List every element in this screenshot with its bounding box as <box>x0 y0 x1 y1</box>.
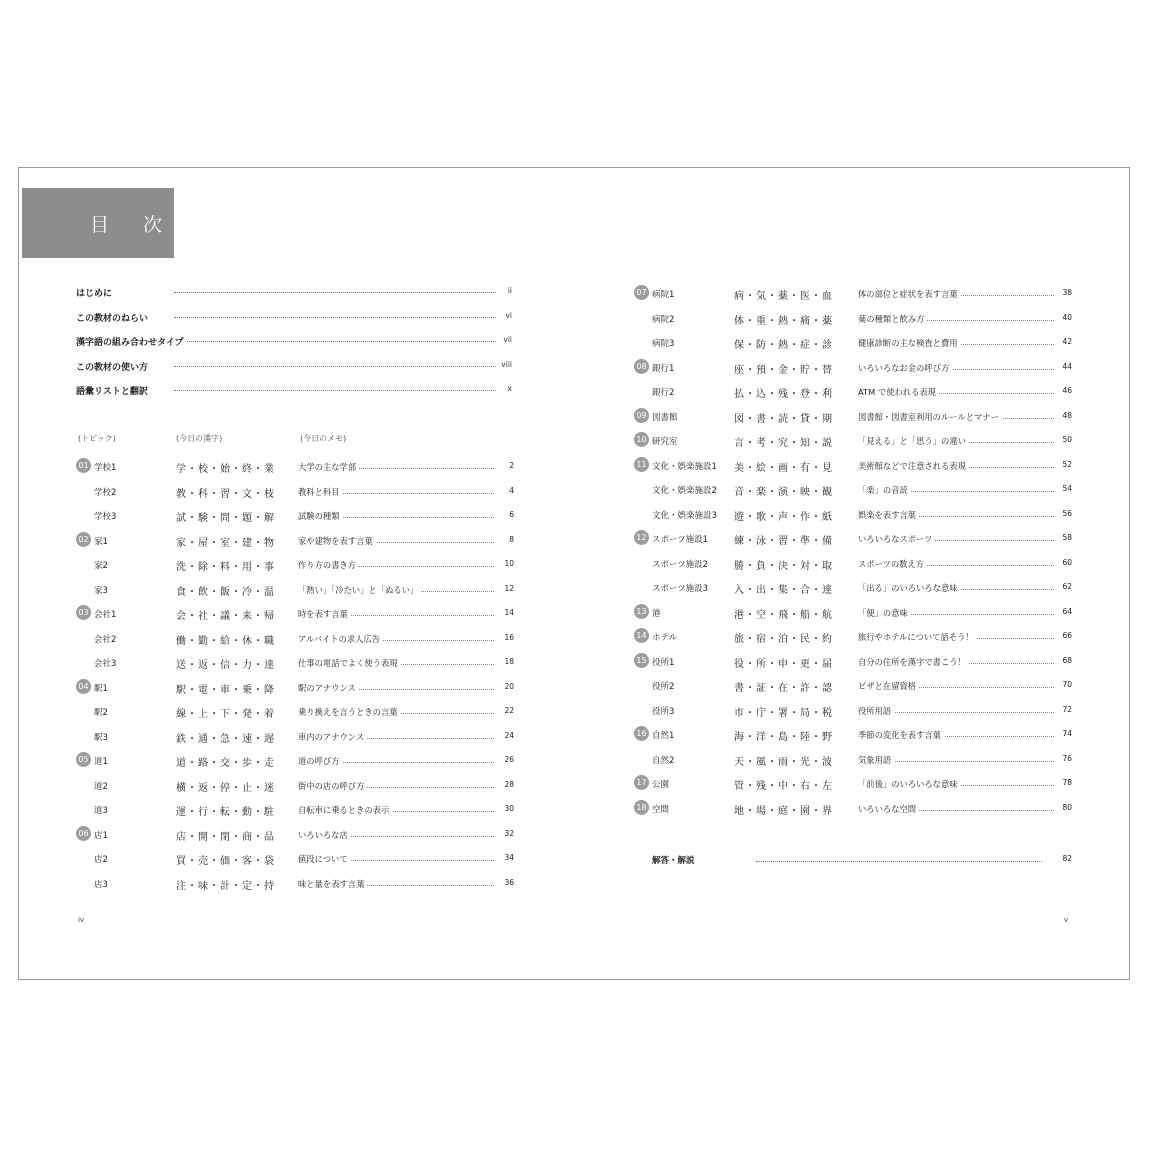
lesson-number-badge: 05 <box>76 752 91 767</box>
page-number: 66 <box>1062 631 1072 640</box>
lesson-number-badge: 14 <box>634 628 649 643</box>
front-matter-page: vi <box>505 310 512 320</box>
kanji-list: 教・科・習・文・枝 <box>176 488 275 500</box>
toc-row[interactable] <box>76 553 516 578</box>
memo-label: 美術館などで注意される表現 <box>858 460 969 472</box>
lesson-number-badge: 15 <box>634 653 649 668</box>
page-number: 78 <box>1062 778 1072 787</box>
lesson-number-badge: 13 <box>634 604 649 619</box>
lesson-number-badge: 10 <box>634 432 649 447</box>
page-number: 26 <box>504 755 514 764</box>
front-matter-list <box>76 280 516 403</box>
topic-label: スポーツ施設2 <box>652 559 709 570</box>
kanji-list: 市・庁・署・局・税 <box>734 707 833 719</box>
lesson-number-badge: 07 <box>634 285 649 300</box>
toc-row[interactable] <box>634 331 1074 356</box>
front-matter-item[interactable] <box>76 378 516 403</box>
front-matter-page: vii <box>503 335 512 344</box>
memo-label: いろいろなスポーツ <box>858 533 935 545</box>
toc-row[interactable] <box>634 723 1074 748</box>
topic-label: 文化・娯楽施設3 <box>652 510 717 521</box>
topic-label: 公園 <box>652 780 670 790</box>
memo-label: 駅のアナウンス <box>298 682 359 694</box>
toc-row[interactable] <box>76 725 516 750</box>
kanji-list: 地・場・庭・園・界 <box>734 805 833 817</box>
kanji-list: 学・校・始・終・業 <box>176 464 275 475</box>
lesson-number-badge: 06 <box>76 826 91 841</box>
page-number: 10 <box>504 559 514 568</box>
kanji-list: 買・売・価・客・袋 <box>176 856 275 867</box>
page-number: 80 <box>1062 802 1072 812</box>
toc-row[interactable] <box>634 625 1074 650</box>
page-number: 24 <box>504 730 514 740</box>
kanji-list: 言・考・究・知・説 <box>734 438 833 449</box>
memo-label: 車内のアナウンス <box>298 731 367 743</box>
memo-label: 道の呼び方 <box>298 755 343 767</box>
kanji-list: 美・絵・画・有・見 <box>734 462 833 474</box>
toc-row[interactable] <box>76 847 516 872</box>
toc-row[interactable] <box>634 748 1074 773</box>
memo-label: いろいろなお金の呼び方 <box>858 362 952 374</box>
memo-label: いろいろな空間 <box>858 803 919 815</box>
leader-dots <box>174 341 496 342</box>
topic-label: 役所1 <box>652 657 675 668</box>
toc-row[interactable] <box>634 356 1074 381</box>
kanji-list: 港・空・飛・船・航 <box>734 609 833 621</box>
memo-label: 健康診断の主な検査と費用 <box>858 337 961 349</box>
toc-row[interactable] <box>76 504 516 529</box>
memo-label: 値段について <box>298 853 351 865</box>
kanji-list: 入・出・集・合・達 <box>734 585 833 596</box>
kanji-list: 図・書・読・貸・期 <box>734 413 833 425</box>
page-number: 44 <box>1062 361 1072 371</box>
leader-dots <box>174 390 496 391</box>
leader-dots <box>174 366 496 367</box>
topic-label: 役所3 <box>652 706 675 717</box>
leader-dots <box>174 317 496 318</box>
topic-label: 自然1 <box>652 731 675 741</box>
leader-dots <box>174 292 496 293</box>
toc-row[interactable] <box>76 700 516 725</box>
toc-row[interactable] <box>634 405 1074 430</box>
memo-label: 「楽」の音読 <box>858 484 911 496</box>
page-number: 30 <box>504 804 514 813</box>
kanji-list: 勝・負・決・対・取 <box>734 560 833 572</box>
toc-row[interactable] <box>76 602 516 627</box>
memo-label: 「前後」のいろいろな意味 <box>858 778 961 790</box>
toc-row[interactable] <box>76 774 516 799</box>
answer-key-item[interactable] <box>652 850 1072 870</box>
page-number: 40 <box>1062 312 1072 322</box>
toc-row[interactable] <box>634 478 1074 503</box>
kanji-list: 横・返・停・止・迷 <box>176 782 275 794</box>
folio-right: v <box>1064 916 1069 924</box>
topic-label: 会社2 <box>94 634 117 645</box>
kanji-list: 駅・電・車・乗・降 <box>176 684 275 696</box>
kanji-column-header: (今日の漢字) <box>176 434 223 443</box>
memo-label: 時を表す言葉 <box>298 608 351 620</box>
kanji-list: 注・味・計・定・持 <box>176 880 275 892</box>
kanji-list: 道・路・交・歩・走 <box>176 758 275 769</box>
front-matter-page: x <box>507 384 512 393</box>
memo-label: 体の部位と症状を表す言葉 <box>858 288 961 300</box>
front-matter-item[interactable] <box>76 354 516 379</box>
memo-label: 試験の種類 <box>298 510 343 522</box>
page-number: 20 <box>504 681 514 691</box>
toc-row[interactable] <box>634 282 1074 307</box>
page-number: 52 <box>1062 459 1072 469</box>
topic-label: 自然2 <box>652 755 675 766</box>
topic-label: 駅3 <box>94 732 108 743</box>
toc-row[interactable] <box>634 527 1074 552</box>
memo-label: 作り方の書き方 <box>298 559 359 571</box>
topic-label: 駅1 <box>94 683 108 694</box>
kanji-list: 食・飲・飯・冷・温 <box>176 586 275 598</box>
front-matter-page: viii <box>501 359 512 369</box>
memo-column-header: (今日のメモ) <box>300 434 347 443</box>
page-number: 58 <box>1062 533 1072 542</box>
toc-row[interactable] <box>76 749 516 774</box>
kanji-list: 店・開・閉・商・品 <box>176 831 275 843</box>
page-number: 62 <box>1062 582 1072 591</box>
topic-label: 店2 <box>94 855 108 865</box>
toc-row[interactable] <box>76 455 516 480</box>
topic-label: 学校3 <box>94 512 117 522</box>
toc-row[interactable] <box>634 429 1074 454</box>
topic-column-header: (トピック) <box>78 434 116 443</box>
topic-label: 駅2 <box>94 708 108 718</box>
memo-label: 気象用語 <box>858 754 894 766</box>
toc-row[interactable] <box>634 650 1074 675</box>
topic-label: 役所2 <box>652 682 675 692</box>
toc-row[interactable] <box>634 601 1074 626</box>
page-title: 目 次 <box>90 214 177 236</box>
memo-label: 薬の種類と飲み方 <box>858 313 927 325</box>
toc-row[interactable] <box>634 576 1074 601</box>
toc-row[interactable] <box>634 503 1074 528</box>
kanji-list: 家・屋・室・建・物 <box>176 537 275 549</box>
memo-label: ATM で使われる表現 <box>858 386 939 398</box>
kanji-list: 海・洋・島・陸・野 <box>734 732 833 743</box>
page-number: 18 <box>504 657 514 666</box>
memo-label: 街中の店の呼び方 <box>298 780 367 792</box>
page-number: 22 <box>504 706 514 715</box>
kanji-list: 送・返・信・力・達 <box>176 660 275 671</box>
page-number: 6 <box>509 510 514 519</box>
leader-dots <box>756 861 1042 862</box>
page-number: 50 <box>1062 435 1072 444</box>
toc-row[interactable] <box>76 627 516 652</box>
memo-label: 旅行やホテルについて話そう！ <box>858 631 977 643</box>
kanji-list: 役・所・申・更・届 <box>734 658 833 670</box>
toc-row[interactable] <box>76 676 516 701</box>
memo-label: いろいろな店 <box>298 829 351 841</box>
kanji-list: 管・残・中・右・左 <box>734 781 833 792</box>
folio-left: iv <box>78 916 85 924</box>
toc-row[interactable] <box>634 307 1074 332</box>
kanji-list: 鉄・通・急・速・遅 <box>176 733 275 745</box>
topic-label: 店3 <box>94 879 108 890</box>
page-number: 28 <box>504 779 514 789</box>
toc-row[interactable] <box>76 578 516 603</box>
memo-label: 「出る」のいろいろな意味 <box>858 582 961 594</box>
toc-row[interactable] <box>634 380 1074 405</box>
memo-label: 「熱い」「冷たい」と「ぬるい」 <box>298 584 421 596</box>
page-number: 16 <box>504 632 514 642</box>
memo-label: 季節の変化を表す言葉 <box>858 729 944 741</box>
front-matter-label: 漢字語の組み合わせタイプ <box>76 335 187 348</box>
page-number: 54 <box>1062 484 1072 493</box>
kanji-list: 洗・除・料・用・事 <box>176 562 275 573</box>
lesson-number-badge: 16 <box>634 726 649 741</box>
topic-label: 家1 <box>94 536 108 547</box>
memo-label: 仕事の電話でよく使う表現 <box>298 657 401 669</box>
topic-label: 家2 <box>94 561 108 571</box>
front-matter-item[interactable] <box>76 329 516 354</box>
memo-label: 教科と科目 <box>298 486 343 498</box>
topic-label: 家3 <box>94 585 108 596</box>
memo-label: 「便」の意味 <box>858 607 911 619</box>
page-number: 32 <box>504 828 514 838</box>
lesson-number-badge: 04 <box>76 679 91 694</box>
lesson-number-badge: 03 <box>76 605 91 620</box>
topic-label: スポーツ施設1 <box>652 535 709 545</box>
memo-label: 娯楽を表す言葉 <box>858 509 919 521</box>
lesson-number-badge: 08 <box>634 359 649 374</box>
lesson-number-badge: 01 <box>76 458 91 473</box>
toc-row[interactable] <box>76 480 516 505</box>
front-matter-label: はじめに <box>76 286 115 299</box>
page-number: 12 <box>504 583 514 593</box>
toc-row[interactable] <box>634 699 1074 724</box>
topic-label: 銀行2 <box>652 388 675 398</box>
topic-label: 文化・娯楽施設1 <box>652 461 717 472</box>
memo-label: 役所用語 <box>858 705 894 717</box>
lesson-number-badge: 11 <box>634 457 649 472</box>
kanji-list: 旅・宿・泊・民・約 <box>734 634 833 645</box>
kanji-list: 体・重・熱・痛・薬 <box>734 315 833 327</box>
toc-row[interactable] <box>76 798 516 823</box>
topic-label: 病院2 <box>652 314 675 325</box>
memo-label: 大学の主な学部 <box>298 461 359 473</box>
toc-row[interactable] <box>76 651 516 676</box>
page-number: 36 <box>504 877 514 887</box>
kanji-list: 座・預・金・貯・替 <box>734 364 833 376</box>
memo-label: 乗り換えを言うときの言葉 <box>298 706 401 718</box>
topic-label: 文化・娯楽施設2 <box>652 486 717 496</box>
topic-label: 港 <box>652 608 661 619</box>
kanji-list: 天・風・雨・光・波 <box>734 756 833 768</box>
kanji-list: 働・勤・給・休・職 <box>176 635 275 647</box>
page-number: 76 <box>1062 753 1072 763</box>
right-toc-rows <box>634 282 1074 821</box>
page-number: 70 <box>1062 680 1072 689</box>
page-number: 8 <box>509 534 514 544</box>
toc-row[interactable] <box>634 552 1074 577</box>
page-number: 34 <box>504 853 514 862</box>
kanji-list: 保・防・熱・症・診 <box>734 340 833 351</box>
topic-label: 学校1 <box>94 463 117 473</box>
topic-label: 会社3 <box>94 659 117 669</box>
lesson-number-badge: 02 <box>76 532 91 547</box>
lesson-number-badge: 18 <box>634 800 649 815</box>
page-number: 42 <box>1062 337 1072 346</box>
page-number: 74 <box>1062 729 1072 738</box>
kanji-list: 練・泳・習・準・備 <box>734 536 833 547</box>
kanji-list: 会・社・議・来・帰 <box>176 611 275 622</box>
topic-label: スポーツ施設3 <box>652 584 709 594</box>
topic-label: 店1 <box>94 830 108 841</box>
topic-label: 会社1 <box>94 610 117 620</box>
answer-key-label: 解答・解説 <box>652 856 695 866</box>
page-number: 48 <box>1062 410 1072 420</box>
kanji-list: 書・証・在・許・認 <box>734 683 833 694</box>
memo-label: 家や建物を表す言葉 <box>298 535 376 547</box>
page-number: 14 <box>504 608 514 617</box>
kanji-list: 運・行・転・動・駐 <box>176 807 275 818</box>
memo-label: 味と量を表す言葉 <box>298 878 367 890</box>
front-matter-label: 語彙リストと翻訳 <box>76 384 151 397</box>
answer-key-page: 82 <box>1062 854 1072 863</box>
page-number: 72 <box>1062 704 1072 714</box>
toc-row[interactable] <box>634 454 1074 479</box>
kanji-list: 試・験・問・題・解 <box>176 513 275 524</box>
topic-label: 道1 <box>94 757 108 767</box>
memo-label: 自転車に乗るときの表示 <box>298 804 392 816</box>
memo-label: スポーツの数え方 <box>858 558 927 570</box>
topic-label: 病院1 <box>652 290 675 300</box>
page-number: 64 <box>1062 606 1072 616</box>
kanji-list: 払・込・残・登・利 <box>734 389 833 400</box>
topic-label: 銀行1 <box>652 363 675 374</box>
memo-label: 図書館・図書室利用のルールとマナー <box>858 411 1002 423</box>
page-number: 2 <box>509 461 514 470</box>
toc-row[interactable] <box>634 772 1074 797</box>
kanji-list: 線・上・下・発・着 <box>176 709 275 720</box>
front-matter-item[interactable] <box>76 305 516 330</box>
toc-row[interactable] <box>76 872 516 897</box>
page-number: 68 <box>1062 655 1072 665</box>
left-toc-rows <box>76 455 516 896</box>
front-matter-label: この教材のねらい <box>76 311 151 324</box>
page-number: 46 <box>1062 386 1072 395</box>
topic-label: 病院3 <box>652 339 675 349</box>
lesson-number-badge: 12 <box>634 530 649 545</box>
lesson-number-badge: 17 <box>634 775 649 790</box>
lesson-number-badge: 09 <box>634 408 649 423</box>
toc-row[interactable] <box>634 797 1074 822</box>
front-matter-page: ii <box>507 286 512 295</box>
topic-label: 道2 <box>94 781 108 792</box>
kanji-list: 病・気・薬・医・血 <box>734 291 833 302</box>
page-number: 4 <box>509 485 514 495</box>
kanji-list: 遊・歌・声・作・紙 <box>734 511 833 523</box>
memo-label: 自分の住所を漢字で書こう！ <box>858 656 969 668</box>
toc-row[interactable] <box>76 529 516 554</box>
front-matter-item[interactable] <box>76 280 516 305</box>
topic-label: 学校2 <box>94 487 117 498</box>
topic-label: 図書館 <box>652 412 678 423</box>
kanji-list: 音・楽・演・映・観 <box>734 487 833 498</box>
topic-label: 道3 <box>94 806 108 816</box>
page-number: 56 <box>1062 508 1072 518</box>
toc-row[interactable] <box>634 674 1074 699</box>
memo-label: ビザと在留資格 <box>858 680 919 692</box>
topic-label: ホテル <box>652 633 678 643</box>
front-matter-label: この教材の使い方 <box>76 360 151 373</box>
title-box <box>22 188 177 258</box>
topic-label: 研究室 <box>652 437 678 447</box>
page-number: 38 <box>1062 288 1072 297</box>
memo-label: 「見える」と「思う」の違い <box>858 435 969 447</box>
toc-row[interactable] <box>76 823 516 848</box>
memo-label: アルバイトの求人広告 <box>298 633 383 645</box>
page-number: 60 <box>1062 557 1072 567</box>
topic-label: 空間 <box>652 804 670 815</box>
